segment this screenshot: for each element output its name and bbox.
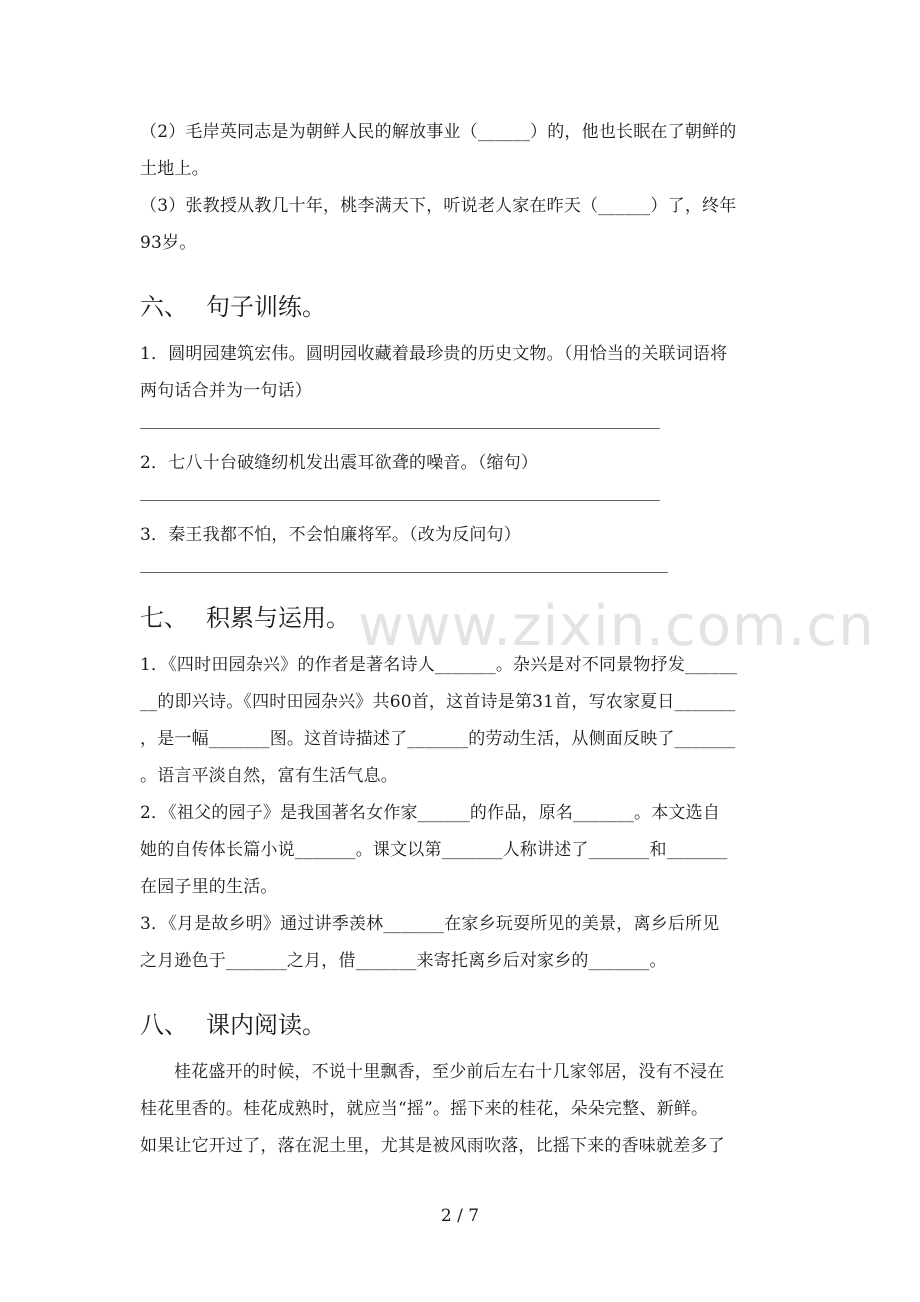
question-2: 2．七八十台破缝纫机发出震耳欲聋的噪音。（缩句） [140,453,539,473]
text-line: 土地上。 [140,159,209,179]
text-line: 她的自传体长篇小说_______。课文以第_______人称讲述了_______和_______ [140,840,728,860]
question-1-line-1: 1．圆明园建筑宏伟。圆明园收藏着最珍贵的历史文物。（用恰当的关联词语将 [140,344,728,364]
question-3: 3．秦王我都不怕，不会怕廉将军。（改为反问句） [140,525,521,545]
watermark: www.zixin.com.cn [358,594,875,659]
section-title-7 [140,601,780,635]
text-line: 1．《四时田园杂兴》的作者是著名诗人_______。杂兴是对不同景物抒发______ [140,655,738,675]
page-number: 2 / 7 [440,1206,480,1226]
section-heading: 句子训练。 [206,293,326,321]
reading-line: 如果让它开过了，落在泥土里，尤其是被风雨吹落，比摇下来的香味就差多了 [140,1136,725,1156]
text-line: 。语言平淡自然，富有生活气息。 [140,766,398,786]
text-line: 之月逊色于_______之月，借_______来寄托离乡后对家乡的_______。 [140,951,667,971]
text-line: 3．《月是故乡明》通过讲季羡林_______在家乡玩耍所见的美景，离乡后所见 [140,914,720,934]
section-number: 七、 [140,604,188,632]
section-number: 六、 [140,293,188,321]
section-number: 八、 [140,1011,188,1039]
section-title-8 [140,1008,780,1042]
section-title-6 [140,290,780,324]
reading-line: 桂花盛开的时候，不说十里飘香，至少前后左右十几家邻居，没有不浸在 [174,1062,725,1082]
document-page [140,114,780,1165]
text-line: ，是一幅_______图。这首诗描述了_______的劳动生活，从侧面反映了_______ [140,729,736,749]
text-line: 在园子里的生活。 [140,877,278,897]
reading-line: 桂花里香的。桂花成熟时，就应当“摇”。摇下来的桂花，朵朵完整、新鲜。 [140,1099,709,1119]
text-line: 2．《祖父的园子》是我国著名女作家______的作品，原名_______。本文选自 [140,803,721,823]
section-heading: 积累与运用。 [206,604,350,632]
text-line: （2）毛岸英同志是为朝鲜人民的解放事业（______）的，他也长眠在了朝鲜的 [140,122,737,142]
section-heading: 课内阅读。 [206,1011,326,1039]
answer-line[interactable] [140,428,660,429]
text-line: __的即兴诗。《四时田园杂兴》共60首，这首诗是第31首，写农家夏日_______ [140,692,736,712]
answer-line[interactable] [140,572,668,573]
text-line: 93岁。 [140,233,197,253]
answer-line[interactable] [140,500,660,501]
question-1-line-2: 两句话合并为一句话） [140,381,312,401]
text-line: （3）张教授从教几十年，桃李满天下，听说老人家在昨天（______）了，终年 [140,196,737,216]
